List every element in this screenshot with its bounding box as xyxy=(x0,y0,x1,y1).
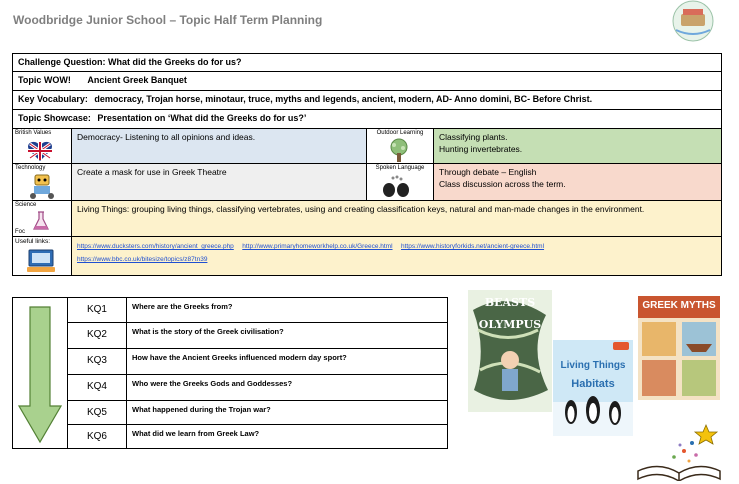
tree-icon xyxy=(385,138,413,163)
link-primary-homework-help[interactable]: http://www.primaryhomeworkhelp.co.uk/Greece.html xyxy=(242,243,393,250)
kq5-number: KQ5 xyxy=(67,400,127,425)
science-label: Science xyxy=(15,202,37,208)
useful-links-label: Useful links: xyxy=(15,238,51,245)
speaking-heads-icon xyxy=(379,173,413,199)
kq2-question: What is the story of the Greek civilisation? xyxy=(126,322,448,349)
kq6-question: What did we learn from Greek Law? xyxy=(126,424,448,449)
link-bbc-bitesize[interactable]: https://www.bbc.co.uk/bitesize/topics/z87tn39 xyxy=(77,256,208,263)
kq2-number: KQ2 xyxy=(67,322,127,349)
kq1-question: Where are the Greeks from? xyxy=(126,297,448,323)
key-vocabulary-row xyxy=(12,90,722,110)
kq6-number: KQ6 xyxy=(67,424,127,449)
book-cover-living-things xyxy=(553,340,633,436)
useful-links-cell xyxy=(71,236,722,276)
topic-showcase-row xyxy=(12,109,722,129)
union-jack-heart-icon xyxy=(27,140,53,162)
topic-wow-value: Ancient Greek Banquet xyxy=(87,75,187,85)
book-cover-beasts-of-olympus xyxy=(468,290,552,412)
beasts-title-line1: BEASTS xyxy=(484,296,536,309)
school-logo xyxy=(668,0,718,42)
british-values-cell xyxy=(71,128,367,164)
spoken-language-label-cell xyxy=(366,163,434,201)
challenge-question: Challenge Question: What did the Greeks do for us? xyxy=(18,57,242,67)
key-vocabulary-value: democracy, Trojan horse, minotaur, truce, myths and legends, ancient, modern, AD- Anno domini, BC- Before Christ. xyxy=(94,94,593,104)
topic-wow-row xyxy=(12,71,722,91)
spoken-language-line1: Through debate – English xyxy=(439,167,537,177)
page-title: Woodbridge Junior School – Topic Half Term Planning xyxy=(13,13,323,27)
outdoor-learning-label-cell xyxy=(366,128,434,164)
down-arrow-icon xyxy=(18,306,62,444)
british-values-label: British Values xyxy=(15,130,52,136)
technology-cell xyxy=(71,163,367,201)
focus-label: Foc xyxy=(15,229,26,235)
kq4-number: KQ4 xyxy=(67,374,127,401)
outdoor-learning-line2: Hunting invertebrates. xyxy=(439,144,523,154)
robot-icon xyxy=(27,173,57,200)
progress-arrow-cell xyxy=(12,297,68,449)
technology-label-cell xyxy=(12,163,72,201)
science-text: Living Things: grouping living things, classifying vertebrates, using and creating classification keys, natural and man-made changes in the environment. xyxy=(77,204,645,214)
topic-showcase-label: Topic Showcase: xyxy=(18,113,91,123)
kq3-number: KQ3 xyxy=(67,348,127,375)
science-label-cell xyxy=(12,200,72,237)
spoken-language-cell xyxy=(433,163,722,201)
technology-text: Create a mask for use in Greek Theatre xyxy=(77,167,227,177)
greek-myths-title: GREEK MYTHS xyxy=(642,300,716,311)
outdoor-learning-line1: Classifying plants. xyxy=(439,132,508,142)
habitats-title-line2: Habitats xyxy=(571,378,615,390)
british-values-text: Democracy- Listening to all opinions and ideas. xyxy=(77,132,256,142)
link-history-for-kids[interactable]: https://www.historyforkids.net/ancient-greece.html xyxy=(400,243,545,250)
outdoor-learning-label: Outdoor Learning xyxy=(376,130,424,136)
spoken-language-label: Spoken Language xyxy=(375,165,425,171)
habitats-title-line1: Living Things xyxy=(560,360,626,371)
kq1-number: KQ1 xyxy=(67,297,127,323)
spoken-language-line2: Class discussion across the term. xyxy=(439,179,566,189)
beasts-title-line2: OLYMPUS xyxy=(478,318,542,331)
british-values-label-cell xyxy=(12,128,72,164)
challenge-question-row xyxy=(12,53,722,72)
computer-icon xyxy=(26,248,56,274)
kq5-question: What happened during the Trojan war? xyxy=(126,400,448,425)
link-ducksters[interactable]: https://www.ducksters.com/history/ancient_greece.php xyxy=(77,243,234,250)
kq4-question: Who were the Greeks Gods and Goddesses? xyxy=(126,374,448,401)
outdoor-learning-cell xyxy=(433,128,722,164)
book-cover-greek-myths xyxy=(638,296,720,400)
useful-links-label-cell xyxy=(12,236,72,276)
flask-icon xyxy=(31,211,51,231)
technology-label: Technology xyxy=(15,165,46,171)
open-book-stars-icon xyxy=(634,421,724,481)
greek-myths-cover-art xyxy=(638,296,720,400)
topic-showcase-value: Presentation on ‘What did the Greeks do for us?’ xyxy=(97,113,307,123)
science-cell xyxy=(71,200,722,237)
key-vocabulary-label: Key Vocabulary: xyxy=(18,94,88,104)
kq3-question: How have the Ancient Greeks influenced modern day sport? xyxy=(126,348,448,375)
topic-wow-label: Topic WOW! xyxy=(18,75,71,85)
